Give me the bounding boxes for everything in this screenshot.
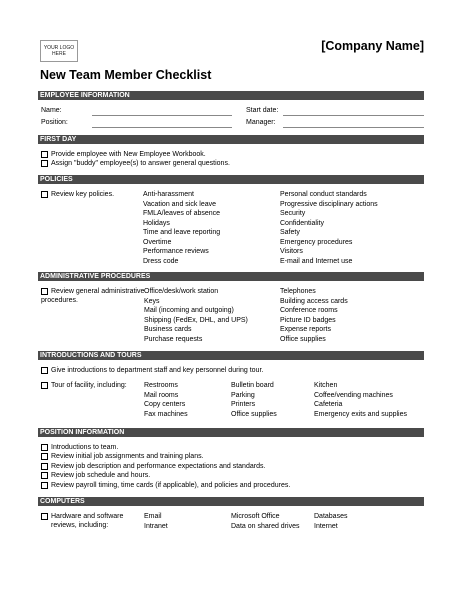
admin-item: Expense reports <box>280 326 331 333</box>
computer-item: Email <box>144 513 162 520</box>
section-header-computers: COMPUTERS <box>38 497 424 506</box>
admin-item: Mail (incoming and outgoing) <box>144 307 234 314</box>
admin-item: Conference rooms <box>280 307 338 314</box>
tour-item: Printers <box>231 401 256 408</box>
tour-item: Emergency exits and supplies <box>314 410 407 418</box>
policy-item: Anti-harassment <box>143 191 194 198</box>
admin-item: Telephones <box>280 288 316 295</box>
policy-item: Emergency procedures <box>280 238 353 246</box>
checkbox-computers[interactable] <box>41 513 48 520</box>
policy-item: Confidentiality <box>280 219 324 227</box>
checkbox-position-item[interactable] <box>41 453 48 460</box>
first-day-item: Assign "buddy" employee(s) to answer general questions. <box>51 160 230 167</box>
policy-item: Performance reviews <box>143 248 209 255</box>
intro-item: Give introductions to department staff and key personnel during tour. <box>51 367 264 374</box>
intro-item: Tour of facility, including: <box>51 382 127 389</box>
policy-item: E-mail and Internet use <box>280 257 353 265</box>
checkbox-introductions[interactable] <box>41 367 48 374</box>
policy-item: Personal conduct standards <box>280 191 367 198</box>
policy-item: Security <box>280 210 306 217</box>
checkbox-tour[interactable] <box>41 382 48 389</box>
checkbox-buddy[interactable] <box>41 160 48 167</box>
manager-field[interactable] <box>283 127 424 128</box>
checkbox-position-item[interactable] <box>41 472 48 479</box>
name-field[interactable] <box>92 115 232 116</box>
checkbox-workbook[interactable] <box>41 151 48 158</box>
position-item: Introductions to team. <box>51 444 119 451</box>
section-header-employee-information: EMPLOYEE INFORMATION <box>38 91 424 100</box>
checkbox-position-item[interactable] <box>41 482 48 489</box>
company-logo: YOUR LOGO HERE <box>40 40 78 62</box>
computer-item: Microsoft Office <box>231 513 280 520</box>
position-field[interactable] <box>92 127 232 128</box>
tour-item: Mail rooms <box>144 391 179 399</box>
computers-check-label: Hardware and software <box>51 513 124 520</box>
policies-check-label: Review key policies. <box>51 191 115 198</box>
name-label: Name: <box>41 107 62 114</box>
computer-item: Data on shared drives <box>231 522 300 530</box>
computers-check-label-cont: reviews, including: <box>51 521 109 529</box>
tour-item: Kitchen <box>314 382 338 389</box>
computer-item: Intranet <box>144 522 168 530</box>
computer-item: Databases <box>314 513 348 520</box>
admin-item: Building access cards <box>280 297 348 305</box>
section-header-position-information: POSITION INFORMATION <box>38 428 424 437</box>
policy-item: Visitors <box>280 248 303 255</box>
admin-item: Office/desk/work station <box>144 288 219 295</box>
position-label: Position: <box>41 119 68 126</box>
section-header-first-day: FIRST DAY <box>38 135 424 144</box>
tour-item: Bulletin board <box>231 382 274 389</box>
tour-item: Restrooms <box>144 382 178 389</box>
checkbox-position-item[interactable] <box>41 444 48 451</box>
start-date-field[interactable] <box>283 115 424 116</box>
start-date-label: Start date: <box>246 107 279 114</box>
tour-item: Parking <box>231 391 255 399</box>
position-item: Review job description and performance expectations and standards. <box>51 462 266 470</box>
admin-item: Picture ID badges <box>280 316 336 324</box>
tour-item: Cafeteria <box>314 401 343 408</box>
policy-item: Overtime <box>143 238 172 246</box>
admin-item: Purchase requests <box>144 335 203 343</box>
company-name: [Company Name] <box>321 39 424 53</box>
checkbox-policies[interactable] <box>41 191 48 198</box>
position-item: Review payroll timing, time cards (if applicable), and policies and procedures. <box>51 481 291 489</box>
tour-item: Coffee/vending machines <box>314 391 393 399</box>
page-title: New Team Member Checklist <box>40 68 212 82</box>
tour-item: Copy centers <box>144 401 186 408</box>
admin-check-label-cont: procedures. <box>41 297 78 304</box>
tour-item: Office supplies <box>231 410 277 418</box>
manager-label: Manager: <box>246 119 276 126</box>
computer-item: Internet <box>314 522 338 530</box>
position-item: Review job schedule and hours. <box>51 472 151 479</box>
policy-item: Progressive disciplinary actions <box>280 200 378 208</box>
policy-item: Vacation and sick leave <box>143 200 217 208</box>
admin-item: Office supplies <box>280 335 326 343</box>
section-header-policies: POLICIES <box>38 175 424 184</box>
position-item: Review initial job assignments and training plans. <box>51 453 204 460</box>
tour-item: Fax machines <box>144 410 188 418</box>
policy-item: Holidays <box>143 219 170 227</box>
section-header-administrative-procedures: ADMINISTRATIVE PROCEDURES <box>38 272 424 281</box>
first-day-item: Provide employee with New Employee Workbook. <box>51 151 206 158</box>
policy-item: FMLA/leaves of absence <box>143 210 221 217</box>
section-header-introductions-and-tours: INTRODUCTIONS AND TOURS <box>38 351 424 360</box>
policy-item: Dress code <box>143 257 179 265</box>
admin-item: Business cards <box>144 326 192 333</box>
checkbox-position-item[interactable] <box>41 463 48 470</box>
policy-item: Time and leave reporting <box>143 229 221 236</box>
admin-check-label: Review general administrative <box>51 288 145 295</box>
checkbox-admin[interactable] <box>41 288 48 295</box>
policy-item: Safety <box>280 229 300 236</box>
admin-item: Shipping (FedEx, DHL, and UPS) <box>144 316 248 324</box>
admin-item: Keys <box>144 297 160 305</box>
